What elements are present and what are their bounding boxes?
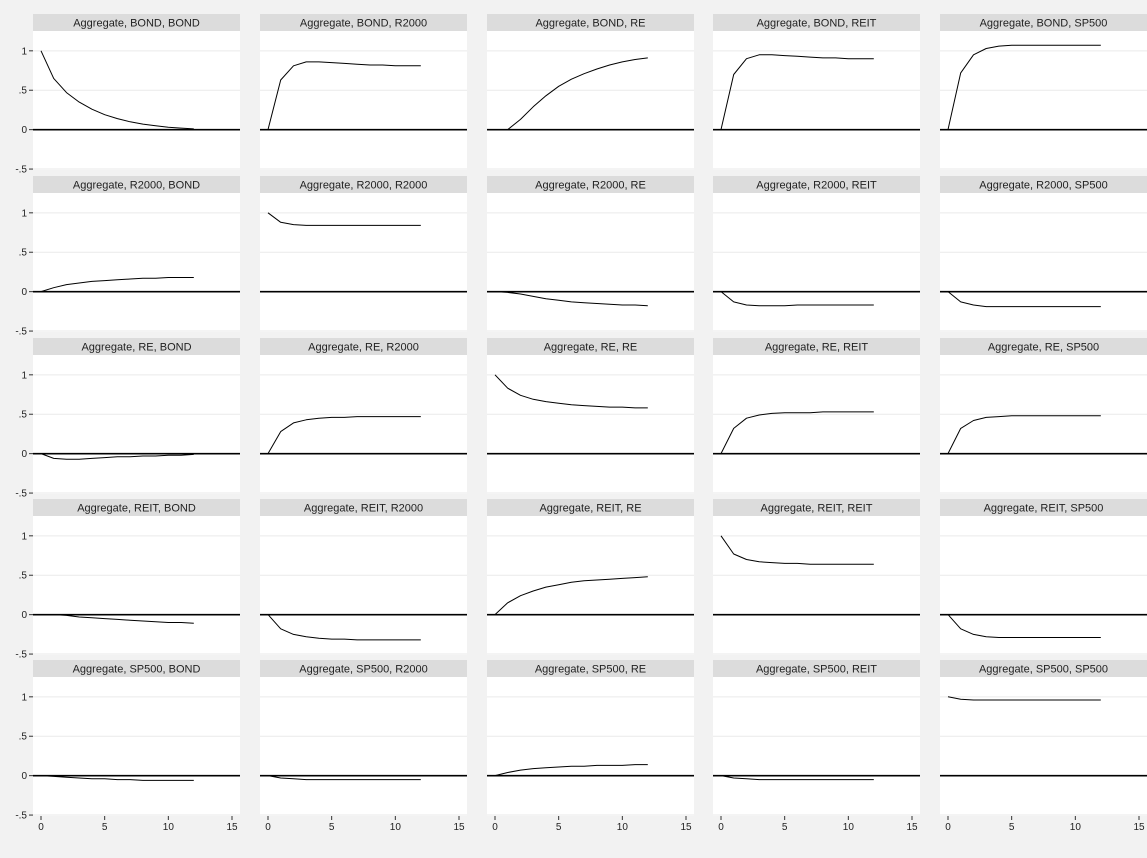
panel bbox=[260, 499, 467, 655]
plot-area bbox=[713, 355, 920, 494]
panel bbox=[15, 176, 240, 338]
panel-title: Aggregate, RE, BOND bbox=[81, 341, 192, 354]
plot-area bbox=[713, 31, 920, 170]
x-tick-label: 10 bbox=[162, 822, 174, 833]
x-tick-label: 5 bbox=[101, 822, 108, 833]
panel bbox=[260, 14, 467, 170]
x-tick-label: 0 bbox=[492, 822, 498, 833]
panel-title: Aggregate, BOND, REIT bbox=[756, 17, 877, 30]
y-tick-label: .5 bbox=[18, 247, 27, 259]
panel-title: Aggregate, REIT, R2000 bbox=[303, 502, 424, 515]
panel bbox=[487, 14, 694, 170]
x-tick-label: 15 bbox=[226, 822, 238, 833]
panel-title: Aggregate, SP500, REIT bbox=[755, 663, 878, 676]
panel-title: Aggregate, R2000, R2000 bbox=[299, 179, 428, 192]
plot-area bbox=[487, 193, 694, 332]
plot-area bbox=[487, 677, 694, 816]
y-tick-label: .5 bbox=[18, 731, 27, 743]
panel bbox=[260, 176, 467, 332]
y-tick-label: 0 bbox=[21, 125, 27, 137]
plot-area bbox=[940, 193, 1147, 332]
panel-title: Aggregate, REIT, RE bbox=[539, 502, 642, 515]
y-tick-label: 0 bbox=[21, 610, 27, 622]
x-tick-label: 10 bbox=[842, 822, 854, 833]
panel-title: Aggregate, R2000, RE bbox=[535, 179, 646, 192]
y-tick-label: -.5 bbox=[15, 810, 27, 822]
panel bbox=[487, 176, 694, 332]
panel bbox=[940, 660, 1147, 833]
panel bbox=[15, 499, 240, 661]
x-tick-label: 10 bbox=[389, 822, 401, 833]
x-tick-label: 15 bbox=[680, 822, 692, 833]
panel bbox=[15, 14, 240, 176]
y-tick-label: 1 bbox=[21, 370, 27, 382]
panel-title: Aggregate, RE, REIT bbox=[764, 341, 869, 354]
panel-title: Aggregate, SP500, R2000 bbox=[299, 663, 428, 676]
x-tick-label: 0 bbox=[265, 822, 271, 833]
panel bbox=[713, 338, 920, 494]
panel-title: Aggregate, BOND, SP500 bbox=[979, 17, 1108, 30]
y-tick-label: 1 bbox=[21, 692, 27, 704]
panel bbox=[15, 660, 240, 833]
y-tick-label: 0 bbox=[21, 287, 27, 299]
panel-title: Aggregate, R2000, REIT bbox=[756, 179, 877, 192]
panel-title: Aggregate, BOND, RE bbox=[535, 17, 646, 30]
panel bbox=[713, 499, 920, 655]
y-tick-label: 0 bbox=[21, 449, 27, 461]
panel-title: Aggregate, REIT, REIT bbox=[760, 502, 873, 515]
panel-title: Aggregate, RE, SP500 bbox=[987, 341, 1100, 354]
plot-area bbox=[33, 31, 240, 170]
panel-title: Aggregate, SP500, RE bbox=[534, 663, 647, 676]
y-tick-label: 1 bbox=[21, 208, 27, 220]
plot-area bbox=[260, 31, 467, 170]
y-tick-label: 1 bbox=[21, 46, 27, 58]
plot-area bbox=[940, 677, 1147, 816]
x-tick-label: 0 bbox=[945, 822, 951, 833]
plot-area bbox=[33, 677, 240, 816]
x-tick-label: 15 bbox=[906, 822, 918, 833]
panel bbox=[713, 14, 920, 170]
plot-area bbox=[33, 193, 240, 332]
panel bbox=[940, 14, 1147, 170]
x-tick-label: 15 bbox=[1133, 822, 1145, 833]
y-tick-label: .5 bbox=[18, 85, 27, 97]
panel bbox=[940, 499, 1147, 655]
y-tick-label: 0 bbox=[21, 771, 27, 783]
panel bbox=[713, 660, 920, 833]
panel bbox=[260, 660, 467, 833]
panel-title: Aggregate, REIT, BOND bbox=[77, 502, 196, 515]
x-tick-label: 10 bbox=[1069, 822, 1081, 833]
panel bbox=[15, 338, 240, 500]
plot-area bbox=[260, 516, 467, 655]
x-tick-label: 15 bbox=[453, 822, 465, 833]
plot-area bbox=[33, 355, 240, 494]
panel bbox=[487, 499, 694, 655]
panel bbox=[260, 338, 467, 494]
x-tick-label: 5 bbox=[1008, 822, 1015, 833]
y-tick-label: -.5 bbox=[15, 488, 27, 500]
plot-area bbox=[487, 31, 694, 170]
plot-area bbox=[940, 31, 1147, 170]
panel bbox=[713, 176, 920, 332]
panel-title: Aggregate, REIT, SP500 bbox=[983, 502, 1104, 515]
x-tick-label: 0 bbox=[718, 822, 724, 833]
y-tick-label: 1 bbox=[21, 531, 27, 543]
x-tick-label: 10 bbox=[616, 822, 628, 833]
plot-area bbox=[260, 193, 467, 332]
y-tick-label: -.5 bbox=[15, 164, 27, 176]
panel-title: Aggregate, R2000, BOND bbox=[72, 179, 201, 192]
y-tick-label: .5 bbox=[18, 570, 27, 582]
x-tick-label: 5 bbox=[328, 822, 335, 833]
panel-title: Aggregate, SP500, BOND bbox=[72, 663, 201, 676]
panel-title: Aggregate, R2000, SP500 bbox=[979, 179, 1108, 192]
panel bbox=[940, 338, 1147, 494]
x-tick-label: 5 bbox=[781, 822, 788, 833]
plot-area bbox=[260, 677, 467, 816]
plot-area bbox=[487, 516, 694, 655]
panel bbox=[487, 660, 694, 833]
y-tick-label: -.5 bbox=[15, 649, 27, 661]
panel-title: Aggregate, BOND, R2000 bbox=[299, 17, 428, 30]
plot-area bbox=[487, 355, 694, 494]
panel-title: Aggregate, BOND, BOND bbox=[73, 17, 200, 30]
plot-area bbox=[940, 516, 1147, 655]
panel bbox=[940, 176, 1147, 332]
plot-area bbox=[713, 516, 920, 655]
plot-area bbox=[33, 516, 240, 655]
x-tick-label: 5 bbox=[555, 822, 562, 833]
plot-area bbox=[713, 193, 920, 332]
x-tick-label: 0 bbox=[38, 822, 44, 833]
plot-area bbox=[940, 355, 1147, 494]
y-tick-label: -.5 bbox=[15, 326, 27, 338]
plot-area bbox=[713, 677, 920, 816]
panel bbox=[487, 338, 694, 494]
y-tick-label: .5 bbox=[18, 409, 27, 421]
panel-title: Aggregate, SP500, SP500 bbox=[978, 663, 1109, 676]
panel-title: Aggregate, RE, R2000 bbox=[308, 341, 419, 354]
panel-title: Aggregate, RE, RE bbox=[543, 341, 638, 354]
